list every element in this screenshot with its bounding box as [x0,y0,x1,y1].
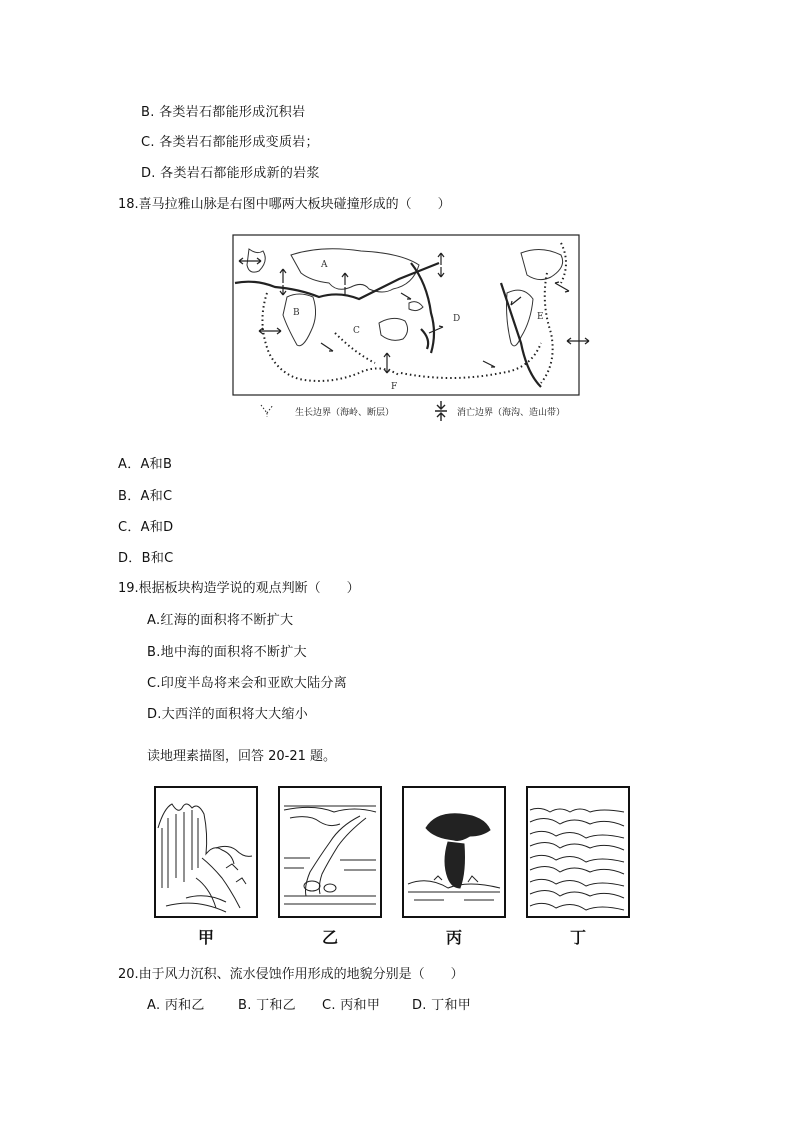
caption-yi: 乙 [321,928,338,947]
q20-option-c: C. 丙和甲 [322,998,381,1013]
continents [247,249,563,346]
caption-bing: 丙 [445,928,462,947]
africa [283,294,316,346]
q19-option-d: D.大西洋的面积将大大缩小 [147,707,309,722]
sand-dunes-sketch [528,788,628,916]
q20-option-a: A. 丙和乙 [147,998,205,1013]
growth-legend-icon [261,405,273,417]
q19-option-a: A.红海的面积将不断扩大 [147,613,294,628]
sketch-yi [278,786,382,918]
mountain-valley-sketch [156,788,256,916]
q18-option-d: D．B和C [118,551,174,566]
mushroom-rock-sketch [404,788,504,916]
sketch-jia [154,786,258,918]
river-delta-sketch [280,788,380,916]
north-america-east [521,249,563,279]
q19-stem: 19.根据板块构造学说的观点判断（ ） [118,581,360,596]
growth-boundaries [262,243,566,383]
q17-option-b: B. 各类岩石都能形成沉积岩 [141,105,306,120]
plate-labels [293,260,544,392]
caption-jia: 甲 [197,928,214,947]
q20-option-d: D. 丁和甲 [412,998,472,1013]
q18-option-c: C．A和D [118,520,174,535]
q17-option-d: D. 各类岩石都能形成新的岩浆 [141,166,320,181]
q17-option-c: C. 各类岩石都能形成变质岩； [141,135,319,150]
sketch-ding [526,786,630,918]
plate-label-e: E [537,312,544,322]
sketch-bing [402,786,506,918]
reading-intro: 读地理素描图，回答 20-21 题。 [147,749,337,764]
subduction-legend-label: 消亡边界（海沟、造山带） [457,408,566,418]
australia [379,318,408,340]
q19-option-c: C.印度半岛将来会和亚欧大陆分离 [147,676,348,691]
map-legend [261,401,565,421]
eurasia [291,249,419,292]
islands [409,302,423,311]
q20-option-b: B. 丁和乙 [238,998,296,1013]
q18-option-b: B．A和C [118,489,173,504]
q19-option-b: B.地中海的面积将不断扩大 [147,645,307,660]
plate-label-a: A [321,260,328,270]
caption-ding: 丁 [569,928,586,947]
q18-option-a: A．A和B [118,457,173,472]
growth-legend-label: 生长边界（海岭、断层） [295,408,395,418]
plate-label-d: D [453,314,461,324]
plate-label-b: B [293,308,300,318]
subduction-legend-icon [435,401,447,421]
subduction-boundaries [235,263,541,387]
q20-stem: 20.由于风力沉积、流水侵蚀作用形成的地貌分别是（ ） [118,967,464,982]
plate-tectonics-map [231,233,595,425]
plate-label-f: F [391,382,398,392]
plate-label-c: C [353,326,360,336]
q18-stem: 18.喜马拉雅山脉是右图中哪两大板块碰撞形成的（ ） [118,197,451,212]
